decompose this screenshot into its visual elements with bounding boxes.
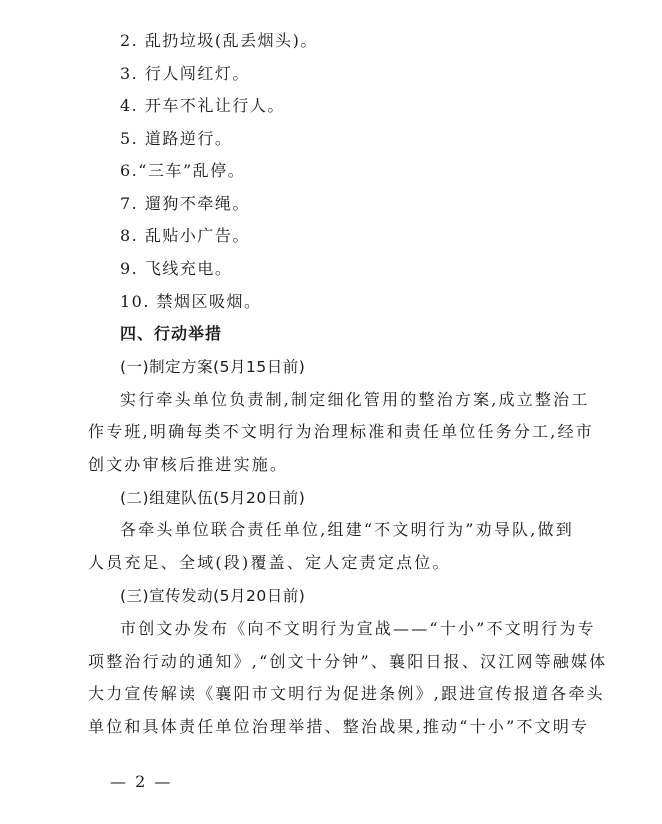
paragraph-line: 各牵头单位联合责任单位,组建“不文明行为”劝导队,做到 [120,520,574,539]
paragraph-line: 单位和具体责任单位治理举措、整治战果,推动“十小”不文明专 [88,717,590,736]
list-item: 6.“三车”乱停。 [120,161,246,180]
list-item: 5. 道路逆行。 [120,129,233,148]
list-item: 10. 禁烟区吸烟。 [120,292,262,311]
list-item: 4. 开车不礼让行人。 [120,96,285,115]
subsection-heading: (二)组建队伍(5月20日前) [120,489,306,507]
paragraph-line: 人员充足、全域(段)覆盖、定人定责定点位。 [88,553,451,572]
page-number: — 2 — [110,772,173,791]
list-item: 8. 乱贴小广告。 [120,226,250,245]
paragraph-line: 市创文办发布《向不文明行为宣战——“十小”不文明行为专 [120,619,596,638]
list-item: 7. 遛狗不牵绳。 [120,194,250,213]
section-heading: 四、行动举措 [120,324,223,343]
paragraph-line: 创文办审核后推进实施。 [88,455,289,474]
paragraph-line: 作专班,明确每类不文明行为治理标准和责任单位任务分工,经市 [88,422,594,441]
paragraph-line: 实行牵头单位负责制,制定细化管用的整治方案,成立整治工 [120,390,590,409]
subsection-heading: (三)宣传发动(5月20日前) [120,587,306,605]
paragraph-line: 项整治行动的通知》,“创文十分钟”、襄阳日报、汉江网等融媒体 [88,652,608,671]
list-item: 3. 行人闯红灯。 [120,64,250,83]
subsection-heading: (一)制定方案(5月15日前) [120,358,306,376]
list-item: 2. 乱扔垃圾(乱丢烟头)。 [120,31,318,50]
list-item: 9. 飞线充电。 [120,259,233,278]
paragraph-line: 大力宣传解读《襄阳市文明行为促进条例》,跟进宣传报道各牵头 [88,684,605,703]
